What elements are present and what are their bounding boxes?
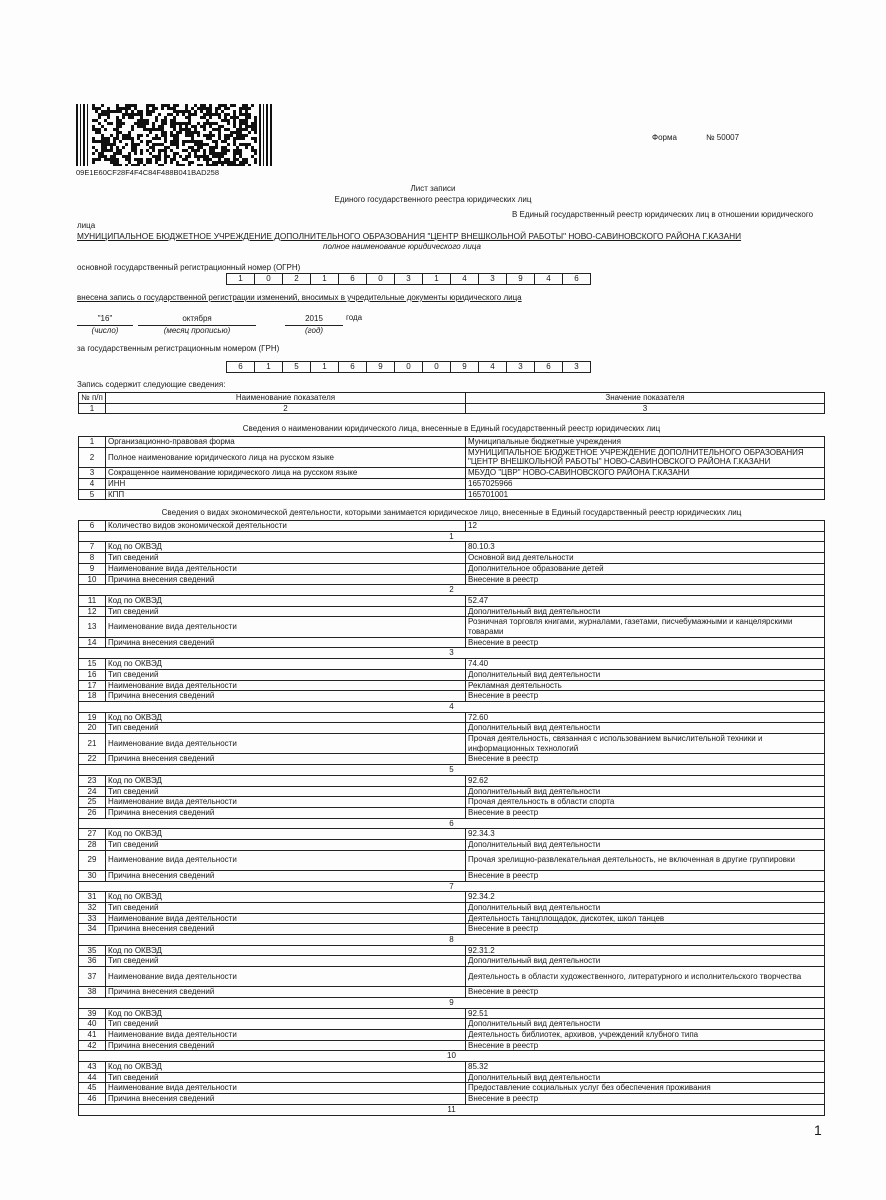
row-number: 19 <box>79 712 106 723</box>
entity-full-name: МУНИЦИПАЛЬНОЕ БЮДЖЕТНОЕ УЧРЕЖДЕНИЕ ДОПОЛНИТЕЛЬНОГО ОБРАЗОВАНИЯ "ЦЕНТР ВНЕШКОЛЬНОЙ РАБОТЫ" НОВО-САВИНОВСКОГО РАЙОНА Г.КАЗАНИ <box>77 231 742 241</box>
digit-cell: 3 <box>574 362 579 371</box>
row-value: 52.47 <box>466 595 825 606</box>
intro-text: В Единый государственный реестр юридических лиц в отношении юридического <box>512 210 814 219</box>
group-number: 4 <box>79 701 825 712</box>
row-label: Причина внесения сведений <box>106 924 466 935</box>
group-number: 6 <box>79 818 825 829</box>
row-number: 13 <box>79 617 106 637</box>
row-value: Внесение в реестр <box>466 807 825 818</box>
group-header-row <box>79 881 825 892</box>
row-label: Код по ОКВЭД <box>106 595 466 606</box>
row-label: Тип сведений <box>106 786 466 797</box>
group-number: 11 <box>79 1104 825 1115</box>
row-value: Внесение в реестр <box>466 870 825 881</box>
date-year-caption: (год) <box>304 326 324 335</box>
row-value: Дополнительный вид деятельности <box>466 902 825 913</box>
row-label: Наименование вида деятельности <box>106 967 466 987</box>
row-number: 33 <box>79 913 106 924</box>
row-value: Внесение в реестр <box>466 1094 825 1105</box>
table-row <box>79 723 825 734</box>
row-label: КПП <box>106 489 466 500</box>
row-label: Тип сведений <box>106 1019 466 1030</box>
row-value: 92.51 <box>466 1008 825 1019</box>
row-number: 18 <box>79 691 106 702</box>
row-number: 21 <box>79 734 106 754</box>
digit-cell: 0 <box>255 274 283 284</box>
row-value: 85.32 <box>466 1062 825 1073</box>
row-number: 22 <box>79 754 106 765</box>
group-header-row <box>79 818 825 829</box>
group-number: 1 <box>79 531 825 542</box>
row-number: 23 <box>79 775 106 786</box>
group-header-row <box>79 1051 825 1062</box>
row-value: Муниципальные бюджетные учреждения <box>466 437 825 448</box>
row-label: Наименование вида деятельности <box>106 680 466 691</box>
row-number: 25 <box>79 797 106 808</box>
table-row <box>79 563 825 574</box>
row-value: Дополнительный вид деятельности <box>466 956 825 967</box>
row-value: Розничная торговля книгами, журналами, газетами, писчебумажными и канцелярскими товарами <box>466 617 825 637</box>
row-number: 16 <box>79 669 106 680</box>
table-row <box>79 712 825 723</box>
row-label: Причина внесения сведений <box>106 637 466 648</box>
digit-cell: 1 <box>227 274 255 284</box>
table-row <box>79 478 825 489</box>
row-value: 92.34.2 <box>466 892 825 903</box>
row-value: Прочая деятельность, связанная с использованием вычислительной техники и информационных технологий <box>466 734 825 754</box>
row-number: 2 <box>79 447 106 467</box>
table-row <box>79 892 825 903</box>
row-value: Деятельность библиотек, архивов, учреждений клубного типа <box>466 1029 825 1040</box>
page-number: 1 <box>814 1122 822 1138</box>
row-value: Рекламная деятельность <box>466 680 825 691</box>
table-row <box>79 595 825 606</box>
name-section-title: Сведения о наименовании юридического лица, внесенные в Единый государственный реестр юридических лиц <box>242 424 661 433</box>
table-row <box>79 637 825 648</box>
row-label: Тип сведений <box>106 902 466 913</box>
row-label: Наименование вида деятельности <box>106 734 466 754</box>
table-row <box>79 850 825 870</box>
row-number: 10 <box>79 574 106 585</box>
digit-cell: 3 <box>479 274 507 284</box>
row-number: 12 <box>79 606 106 617</box>
group-number: 9 <box>79 997 825 1008</box>
row-label: Тип сведений <box>106 606 466 617</box>
row-number: 15 <box>79 659 106 670</box>
row-value: Дополнительный вид деятельности <box>466 786 825 797</box>
row-number: 30 <box>79 870 106 881</box>
table-row <box>79 870 825 881</box>
digit-cell: 0 <box>423 362 451 372</box>
form-label: Форма <box>652 133 677 142</box>
table-row <box>79 924 825 935</box>
activity-section-title: Сведения о видах экономической деятельности, которыми занимается юридическое лицо, внесенные в Единый государственный реестр юридических лиц <box>161 508 742 517</box>
form-number: № 50007 <box>706 133 740 142</box>
table-row <box>79 553 825 564</box>
row-number: 43 <box>79 1062 106 1073</box>
date-day-caption: (число) <box>91 326 119 335</box>
table-row <box>79 574 825 585</box>
row-number: 14 <box>79 637 106 648</box>
table-row <box>79 680 825 691</box>
row-value: Деятельность в области художественного, литературного и исполнительского творчества <box>466 967 825 987</box>
row-number: 17 <box>79 680 106 691</box>
contains-label: Запись содержит следующие сведения: <box>77 380 226 389</box>
row-number: 45 <box>79 1083 106 1094</box>
row-label: Причина внесения сведений <box>106 1094 466 1105</box>
row-label: Причина внесения сведений <box>106 574 466 585</box>
table-row <box>79 542 825 553</box>
activity-table <box>78 520 825 1116</box>
digit-cell: 9 <box>367 362 395 372</box>
digit-cell: 0 <box>395 362 423 372</box>
group-number: 3 <box>79 648 825 659</box>
group-number: 5 <box>79 765 825 776</box>
table-row <box>79 987 825 998</box>
table-row <box>79 468 825 479</box>
group-header-row <box>79 531 825 542</box>
row-label: Наименование вида деятельности <box>106 797 466 808</box>
row-label: Причина внесения сведений <box>106 754 466 765</box>
digit-cell: 4 <box>451 274 479 284</box>
table-row <box>79 669 825 680</box>
digit-cell: 3 <box>395 274 423 284</box>
group-header-row <box>79 997 825 1008</box>
table-row <box>79 1072 825 1083</box>
row-value: 72.60 <box>466 712 825 723</box>
digit-cell: 1 <box>255 362 283 372</box>
row-number: 36 <box>79 956 106 967</box>
digit-cell: 5 <box>283 362 311 372</box>
grn-label: за государственным регистрационным номером (ГРН) <box>77 344 280 353</box>
row-value: Дополнительный вид деятельности <box>466 723 825 734</box>
row-label: Полное наименование юридического лица на русском языке <box>106 447 466 467</box>
row-number: 1 <box>79 437 106 448</box>
row-value: Деятельность танцплощадок, дискотек, школ танцев <box>466 913 825 924</box>
row-label: Причина внесения сведений <box>106 1040 466 1051</box>
row-number: 24 <box>79 786 106 797</box>
row-value: Дополнительный вид деятельности <box>466 669 825 680</box>
row-value: 12 <box>466 521 825 532</box>
digit-cell: 0 <box>367 274 395 284</box>
digit-cell: 9 <box>507 274 535 284</box>
row-number: 4 <box>79 478 106 489</box>
date-month: октября <box>182 314 212 323</box>
row-label: Сокращенное наименование юридического лица на русском языке <box>106 468 466 479</box>
table-row <box>79 659 825 670</box>
group-header-row <box>79 935 825 946</box>
digit-cell: 4 <box>479 362 507 372</box>
row-label: Наименование вида деятельности <box>106 1029 466 1040</box>
table-row <box>79 840 825 851</box>
row-number: 40 <box>79 1019 106 1030</box>
table-row <box>79 1019 825 1030</box>
row-label: Код по ОКВЭД <box>106 945 466 956</box>
group-header-row <box>79 648 825 659</box>
table-row <box>79 754 825 765</box>
barcode-image <box>76 104 272 166</box>
table-row <box>79 1029 825 1040</box>
row-number: 38 <box>79 987 106 998</box>
row-label: Наименование вида деятельности <box>106 1083 466 1094</box>
row-number: 20 <box>79 723 106 734</box>
row-label: ИНН <box>106 478 466 489</box>
table-row <box>79 617 825 637</box>
table-row <box>79 1094 825 1105</box>
table-row <box>79 489 825 500</box>
row-value: Прочая зрелищно-развлекательная деятельность, не включенная в другие группировки <box>466 850 825 870</box>
date-month-caption: (месяц прописью) <box>163 326 231 335</box>
row-number: 11 <box>79 595 106 606</box>
table-row <box>79 902 825 913</box>
table-row <box>79 1062 825 1073</box>
col-name-index: 2 <box>106 403 466 414</box>
row-value: Дополнительный вид деятельности <box>466 606 825 617</box>
table-row <box>79 437 825 448</box>
row-value: Дополнительный вид деятельности <box>466 1072 825 1083</box>
table-row <box>79 775 825 786</box>
digit-cell: 6 <box>535 362 563 372</box>
ogrn-label: основной государственный регистрационный номер (ОГРН) <box>77 263 301 272</box>
header-table <box>78 392 825 414</box>
row-label: Причина внесения сведений <box>106 870 466 881</box>
row-value: Дополнительное образование детей <box>466 563 825 574</box>
row-number: 31 <box>79 892 106 903</box>
row-value: Внесение в реестр <box>466 691 825 702</box>
table-row <box>79 1083 825 1094</box>
row-number: 37 <box>79 967 106 987</box>
row-label: Тип сведений <box>106 956 466 967</box>
row-number: 32 <box>79 902 106 913</box>
row-number: 35 <box>79 945 106 956</box>
digit-cell: 6 <box>339 274 367 284</box>
digit-cell: 6 <box>574 274 579 283</box>
table-row <box>79 956 825 967</box>
row-label: Код по ОКВЭД <box>106 659 466 670</box>
digit-cell: 1 <box>423 274 451 284</box>
row-label: Тип сведений <box>106 669 466 680</box>
row-value: Прочая деятельность в области спорта <box>466 797 825 808</box>
group-header-row <box>79 585 825 596</box>
row-label: Количество видов экономической деятельности <box>106 521 466 532</box>
row-number: 44 <box>79 1072 106 1083</box>
row-number: 8 <box>79 553 106 564</box>
table-row <box>79 1040 825 1051</box>
row-label: Код по ОКВЭД <box>106 892 466 903</box>
row-value: Внесение в реестр <box>466 987 825 998</box>
group-number: 10 <box>79 1051 825 1062</box>
digit-cell: 3 <box>507 362 535 372</box>
row-value: 92.31.2 <box>466 945 825 956</box>
group-number: 7 <box>79 881 825 892</box>
row-value: Дополнительный вид деятельности <box>466 840 825 851</box>
row-value: Внесение в реестр <box>466 1040 825 1051</box>
row-label: Наименование вида деятельности <box>106 563 466 574</box>
col-name-header: Наименование показателя <box>106 393 466 404</box>
row-number: 39 <box>79 1008 106 1019</box>
row-label: Наименование вида деятельности <box>106 850 466 870</box>
row-value: 74.40 <box>466 659 825 670</box>
table-row <box>79 913 825 924</box>
row-label: Причина внесения сведений <box>106 987 466 998</box>
row-number: 42 <box>79 1040 106 1051</box>
title-line2: Единого государственного реестра юридических лиц <box>334 195 532 204</box>
col-num-index: 1 <box>79 403 106 414</box>
entry-text: внесена запись о государственной регистрации изменений, вносимых в учредительные документы юридического лица <box>77 293 522 302</box>
row-label: Причина внесения сведений <box>106 691 466 702</box>
row-number: 41 <box>79 1029 106 1040</box>
table-row <box>79 797 825 808</box>
row-number: 46 <box>79 1094 106 1105</box>
row-label: Код по ОКВЭД <box>106 775 466 786</box>
row-label: Тип сведений <box>106 1072 466 1083</box>
row-label: Тип сведений <box>106 840 466 851</box>
row-value: Внесение в реестр <box>466 924 825 935</box>
row-number: 28 <box>79 840 106 851</box>
row-label: Код по ОКВЭД <box>106 829 466 840</box>
group-header-row <box>79 1104 825 1115</box>
barcode-text: 09E1E60CF28F4F4C84F488B041BAD258 <box>76 168 220 177</box>
row-number: 27 <box>79 829 106 840</box>
table-row <box>79 521 825 532</box>
row-value: Внесение в реестр <box>466 754 825 765</box>
row-label: Код по ОКВЭД <box>106 1062 466 1073</box>
row-label: Код по ОКВЭД <box>106 542 466 553</box>
digit-cell: 1 <box>311 362 339 372</box>
digit-cell: 2 <box>283 274 311 284</box>
row-value: МУНИЦИПАЛЬНОЕ БЮДЖЕТНОЕ УЧРЕЖДЕНИЕ ДОПОЛНИТЕЛЬНОГО ОБРАЗОВАНИЯ "ЦЕНТР ВНЕШКОЛЬНОЙ РАБОТЫ" НОВО-САВИНОВСКОГО РАЙОНА Г.КАЗАНИ <box>466 447 825 467</box>
digit-cell: 9 <box>451 362 479 372</box>
row-label: Тип сведений <box>106 553 466 564</box>
ogrn-digits <box>226 273 591 285</box>
row-value: 1657025966 <box>466 478 825 489</box>
row-number: 5 <box>79 489 106 500</box>
row-label: Код по ОКВЭД <box>106 1008 466 1019</box>
row-label: Наименование вида деятельности <box>106 913 466 924</box>
table-row <box>79 1008 825 1019</box>
row-number: 7 <box>79 542 106 553</box>
group-header-row <box>79 701 825 712</box>
date-day: "16" <box>97 314 113 323</box>
entity-caption: полное наименование юридического лица <box>323 242 481 251</box>
row-value: Дополнительный вид деятельности <box>466 1019 825 1030</box>
row-label: Код по ОКВЭД <box>106 712 466 723</box>
row-value: Предоставление социальных услуг без обеспечения проживания <box>466 1083 825 1094</box>
row-value: МБУДО "ЦВР" НОВО-САВИНОВСКОГО РАЙОНА Г.КАЗАНИ <box>466 468 825 479</box>
row-number: 34 <box>79 924 106 935</box>
col-value-index: 3 <box>466 403 825 414</box>
row-number: 9 <box>79 563 106 574</box>
table-row <box>79 967 825 987</box>
row-label: Причина внесения сведений <box>106 807 466 818</box>
digit-cell: 4 <box>535 274 563 284</box>
table-row <box>79 807 825 818</box>
digit-cell: 6 <box>227 362 255 372</box>
row-value: 165701001 <box>466 489 825 500</box>
date-year-suffix: года <box>346 313 363 322</box>
table-row <box>79 691 825 702</box>
col-num-header: № п/п <box>79 393 106 404</box>
table-row <box>79 734 825 754</box>
row-label: Тип сведений <box>106 723 466 734</box>
table-row <box>79 447 825 467</box>
row-number: 26 <box>79 807 106 818</box>
intro-cont: лица <box>77 221 96 230</box>
row-number: 6 <box>79 521 106 532</box>
date-year: 2015 <box>305 314 323 323</box>
row-number: 29 <box>79 850 106 870</box>
group-number: 8 <box>79 935 825 946</box>
row-label: Организационно-правовая форма <box>106 437 466 448</box>
row-value: Основной вид деятельности <box>466 553 825 564</box>
name-table <box>78 436 825 500</box>
col-value-header: Значение показателя <box>466 393 825 404</box>
group-number: 2 <box>79 585 825 596</box>
row-number: 3 <box>79 468 106 479</box>
grn-digits <box>226 361 591 373</box>
table-row <box>79 786 825 797</box>
group-header-row <box>79 765 825 776</box>
table-row <box>79 945 825 956</box>
row-value: 92.62 <box>466 775 825 786</box>
row-value: Внесение в реестр <box>466 637 825 648</box>
digit-cell: 1 <box>311 274 339 284</box>
row-label: Наименование вида деятельности <box>106 617 466 637</box>
row-value: 92.34.3 <box>466 829 825 840</box>
table-row <box>79 829 825 840</box>
digit-cell: 6 <box>339 362 367 372</box>
table-row <box>79 606 825 617</box>
row-value: Внесение в реестр <box>466 574 825 585</box>
row-value: 80.10.3 <box>466 542 825 553</box>
title-line1: Лист записи <box>410 184 456 193</box>
